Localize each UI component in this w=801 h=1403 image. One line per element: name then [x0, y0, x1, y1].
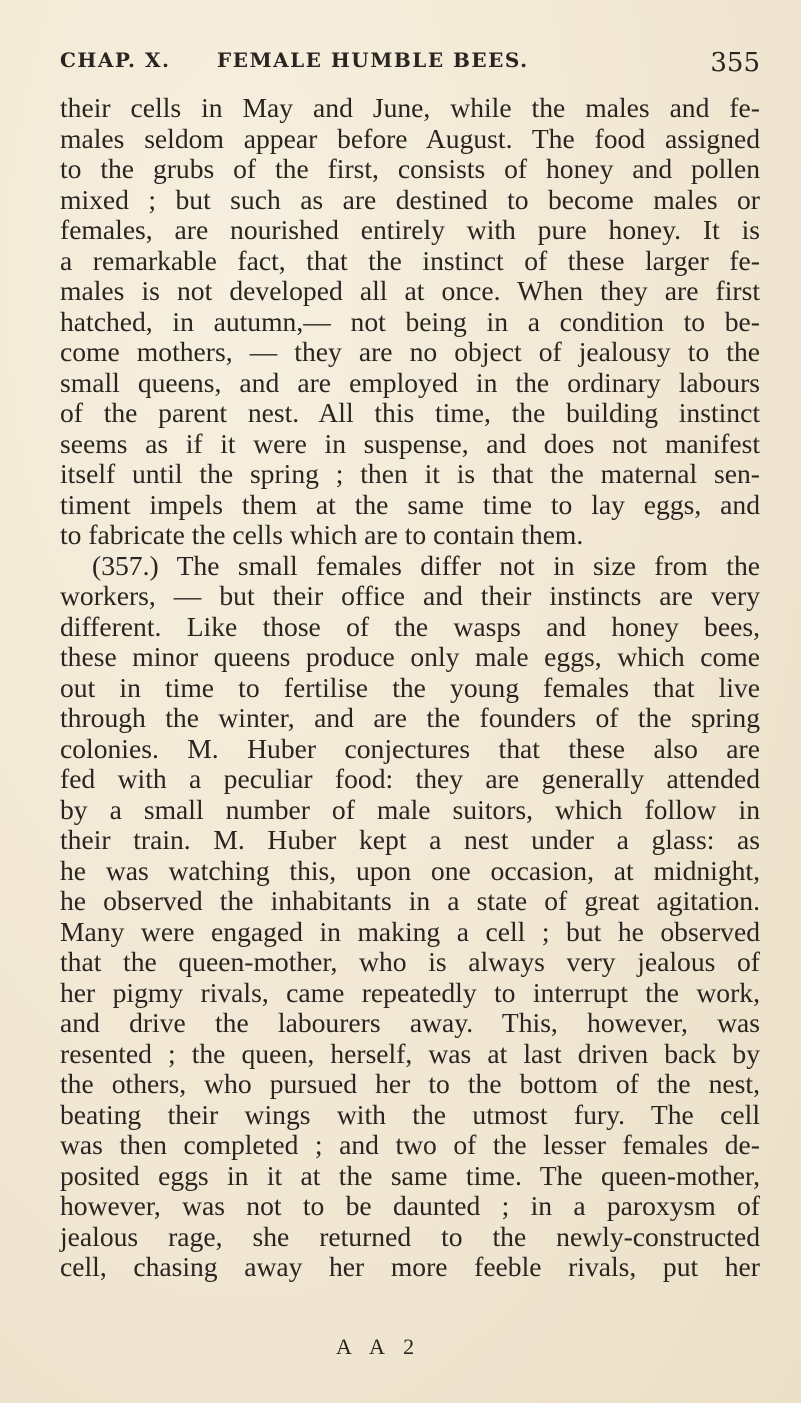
text-line: of the parent nest. All this time, the building instinct	[60, 397, 760, 428]
body-text	[60, 93, 760, 1283]
text-line: jealous rage, she returned to the newly-constructed	[60, 1220, 760, 1252]
text-line: different. Like those of the wasps and honey bees,	[60, 610, 760, 642]
text-line: their train. M. Huber kept a nest under a glass: as	[60, 824, 760, 855]
text-line: their cells in May and June, while the males and fe-	[60, 92, 760, 123]
text-line: that the queen-mother, who is always very jealous of	[60, 946, 760, 977]
text-line: through the winter, and are the founders of the spring	[60, 702, 760, 733]
text-line: workers, — but their office and their instincts are very	[60, 580, 760, 611]
text-line: by a small number of male suitors, which follow in	[60, 793, 760, 825]
text-line: mixed ; but such as are destined to become males or	[60, 183, 760, 215]
text-line: resented ; the queen, herself, was at last driven back by	[60, 1037, 760, 1069]
paragraph-start: (357.) The small females differ not in size from the	[92, 549, 760, 581]
text-line: however, was not to be daunted ; in a paroxysm of	[60, 1190, 760, 1221]
text-line: timent impels them at the same time to lay eggs, and	[60, 488, 760, 520]
chapter-label: CHAP. X.	[60, 48, 171, 72]
text-line: the others, who pursued her to the bottom of the nest,	[60, 1068, 760, 1099]
text-line: was then completed ; and two of the lesser females de-	[60, 1129, 760, 1160]
text-line: cell, chasing away her more feeble rivals, put her	[60, 1251, 760, 1282]
text-line: and drive the labourers away. This, however, was	[60, 1007, 760, 1038]
text-line: Many were engaged in making a cell ; but he observed	[60, 915, 760, 947]
text-line: small queens, and are employed in the ordinary labours	[60, 366, 760, 398]
text-line: her pigmy rivals, came repeatedly to interrupt the work,	[60, 976, 760, 1008]
text-line: he was watching this, upon one occasion, at midnight,	[60, 854, 760, 886]
text-line: come mothers, — they are no object of jealousy to the	[60, 336, 760, 367]
text-line: beating their wings with the utmost fury. The cell	[60, 1098, 760, 1130]
signature-mark: A A 2	[336, 1334, 422, 1359]
running-head	[60, 48, 760, 78]
text-line: a remarkable fact, that the instinct of these larger fe-	[60, 244, 760, 276]
text-line: hatched, in autumn,— not being in a condition to be-	[60, 305, 760, 337]
text-line: posited eggs in it at the same time. The queen-mother,	[60, 1159, 760, 1191]
text-line: he observed the inhabitants in a state of great agitation.	[60, 885, 760, 916]
chapter-title: FEMALE HUMBLE BEES.	[217, 48, 529, 72]
text-line: seems as if it were in suspense, and does not manifest	[60, 427, 760, 459]
page-number: 355	[710, 48, 760, 78]
text-line: males is not developed all at once. When they are first	[60, 275, 760, 306]
text-line: males seldom appear before August. The food assigned	[60, 122, 760, 154]
text-line: out in time to fertilise the young females that live	[60, 671, 760, 703]
text-line: fed with a peculiar food: they are generally attended	[60, 763, 760, 794]
text-line: to the grubs of the first, consists of honey and pollen	[60, 153, 760, 184]
text-line: itself until the spring ; then it is that the maternal sen-	[60, 458, 760, 489]
text-line: females, are nourished entirely with pure honey. It is	[60, 214, 760, 245]
text-line: colonies. M. Huber conjectures that these also are	[60, 732, 760, 764]
text-line: to fabricate the cells which are to contain them.	[60, 519, 584, 550]
text-line: these minor queens produce only male eggs, which come	[60, 641, 760, 672]
